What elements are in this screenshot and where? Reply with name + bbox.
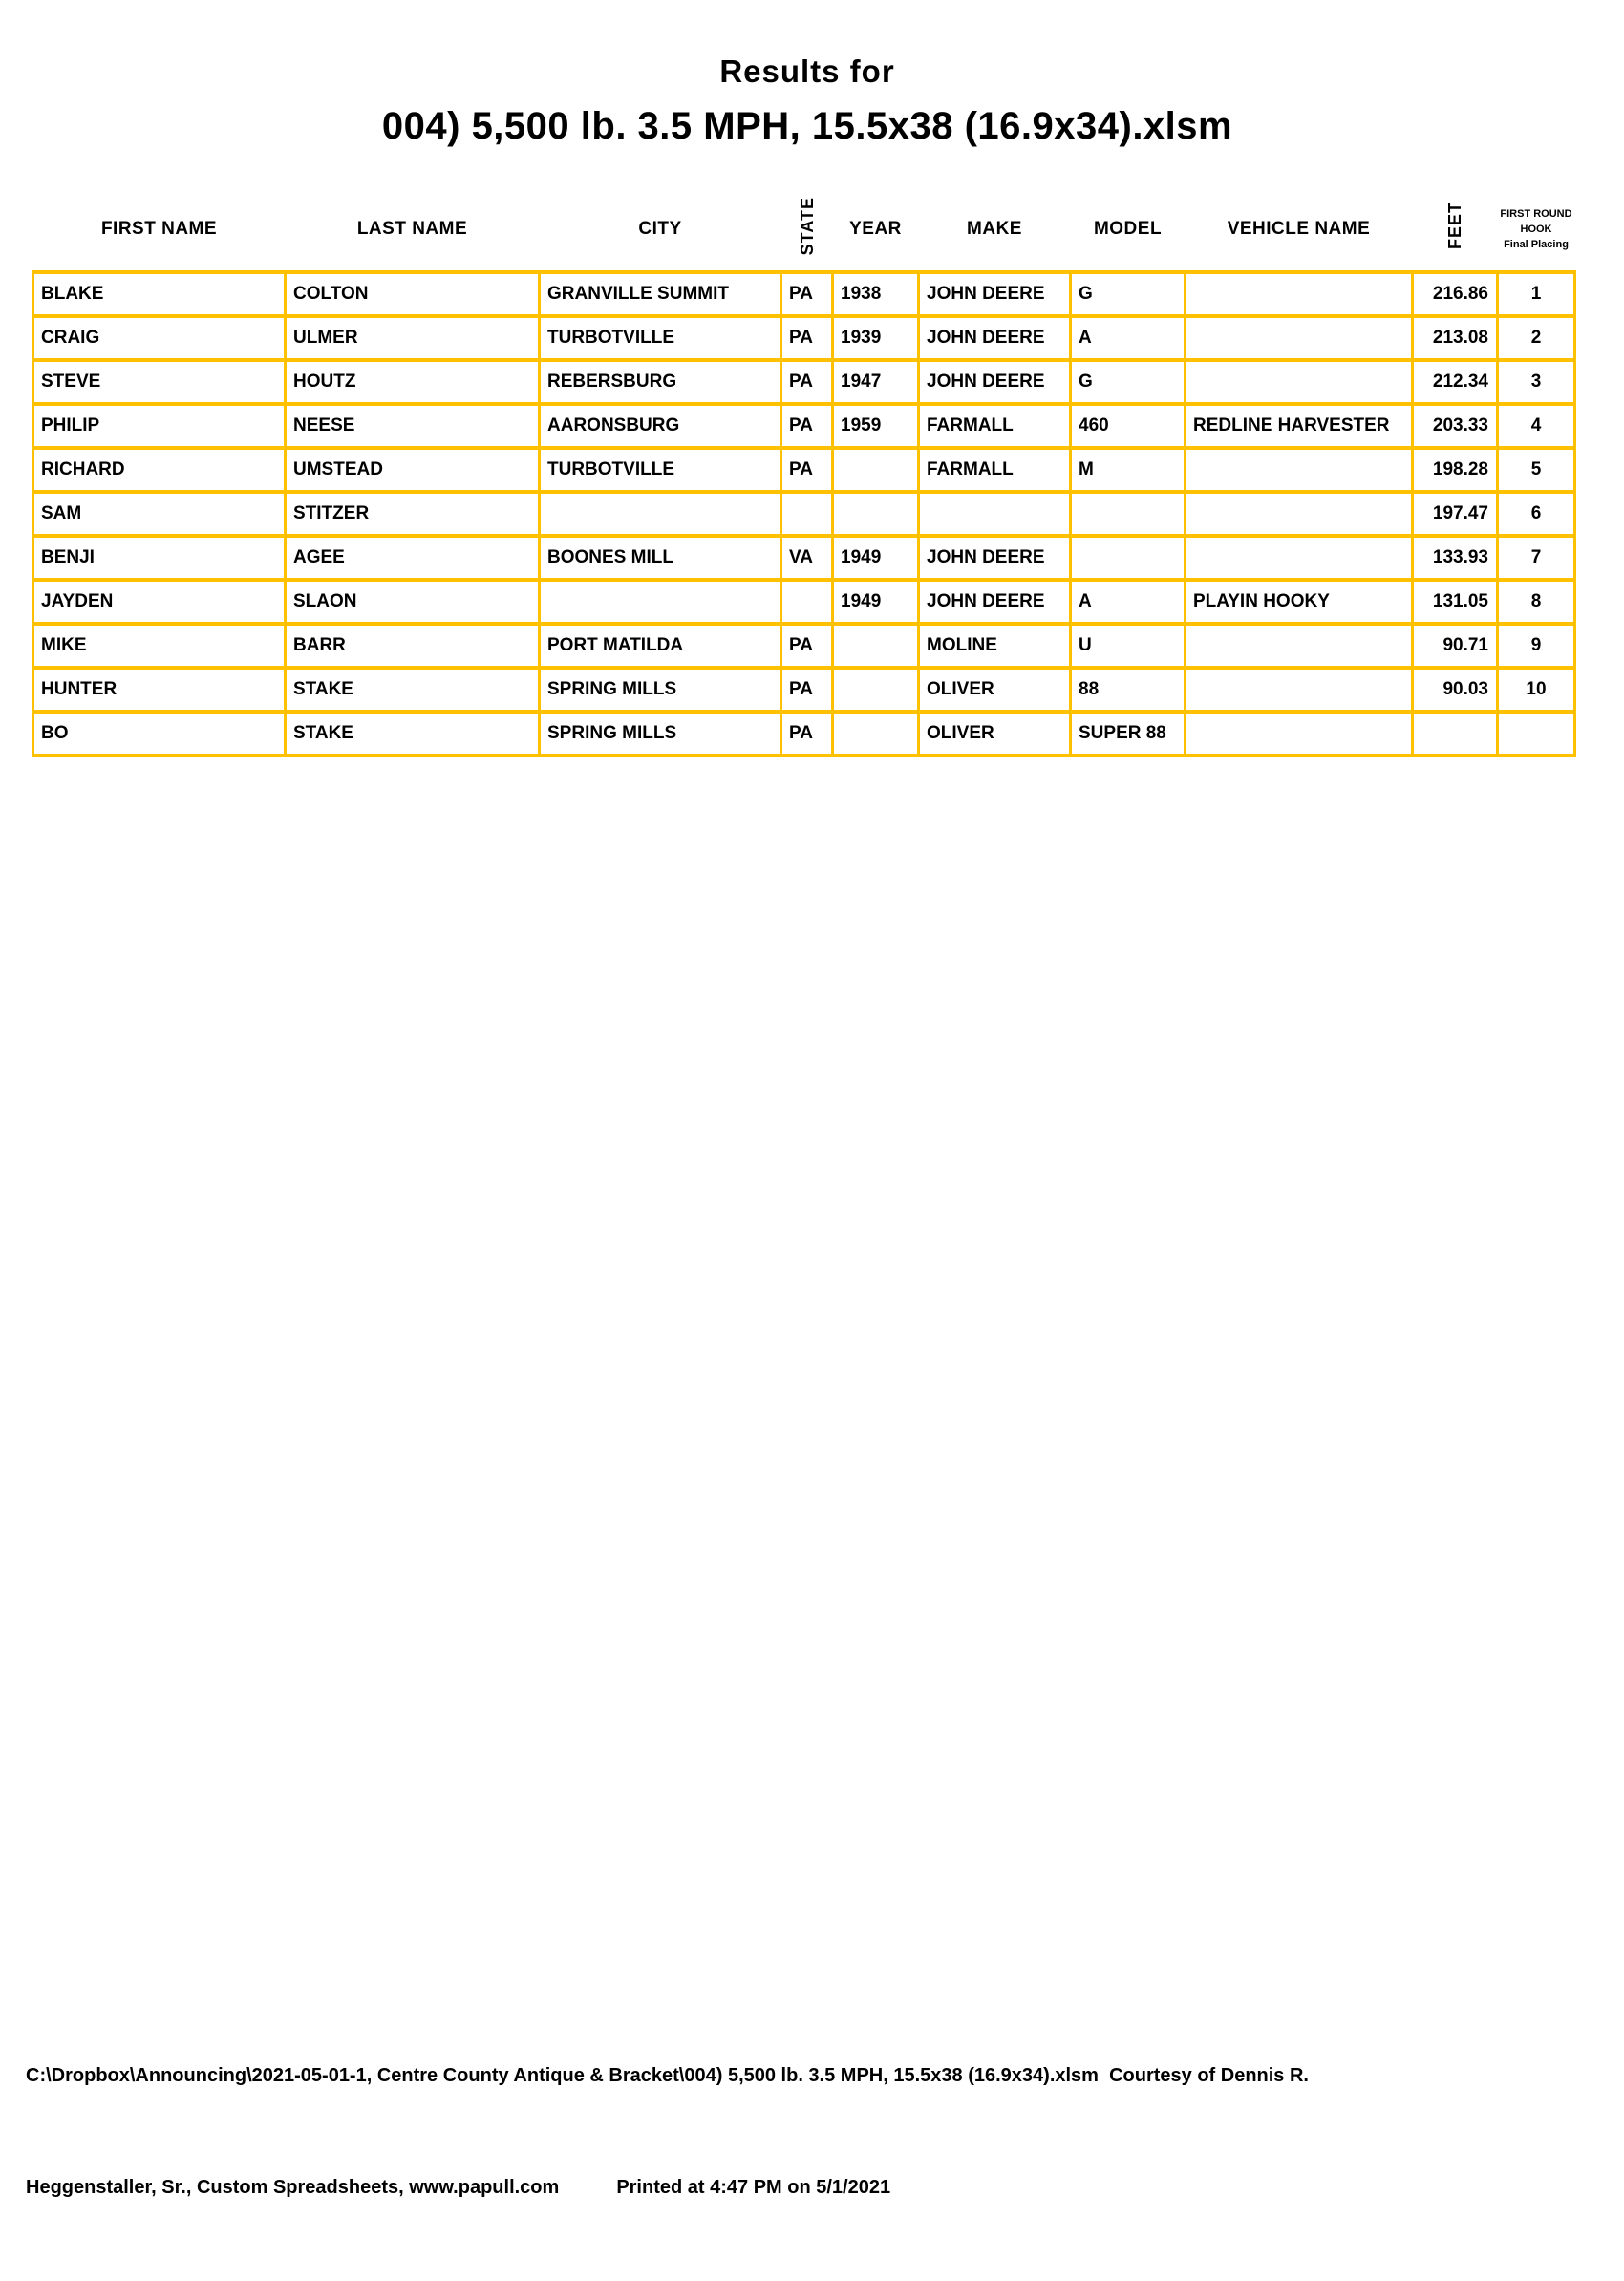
page-footer bbox=[26, 1983, 1592, 2281]
cell-first-name: HUNTER bbox=[33, 668, 286, 712]
table-row bbox=[33, 492, 1575, 536]
cell-state: PA bbox=[781, 316, 833, 360]
cell-make: JOHN DEERE bbox=[919, 360, 1071, 404]
footer-line2 bbox=[26, 2169, 1592, 2206]
cell-city: BOONES MILL bbox=[540, 536, 781, 580]
table-row bbox=[33, 360, 1575, 404]
col-header-last-name: LAST NAME bbox=[356, 218, 468, 239]
page-title: Results for bbox=[719, 53, 895, 89]
table-row bbox=[33, 272, 1575, 316]
cell-first-name: BENJI bbox=[33, 536, 286, 580]
cell-feet: 90.03 bbox=[1413, 668, 1498, 712]
footer-line2-left: Heggenstaller, Sr., Custom Spreadsheets, www.papull.com bbox=[26, 2177, 560, 2198]
cell-feet: 197.47 bbox=[1413, 492, 1498, 536]
cell-hook-placing: 1 bbox=[1498, 272, 1575, 316]
cell-hook-placing: 6 bbox=[1498, 492, 1575, 536]
cell-feet: 133.93 bbox=[1413, 536, 1498, 580]
cell-model: 460 bbox=[1071, 404, 1186, 448]
cell-make: FARMALL bbox=[919, 404, 1071, 448]
cell-last-name: AGEE bbox=[286, 536, 540, 580]
cell-state: PA bbox=[781, 668, 833, 712]
table-row bbox=[33, 580, 1575, 624]
cell-vehicle-name bbox=[1186, 712, 1413, 756]
cell-state bbox=[781, 492, 833, 536]
cell-make: MOLINE bbox=[919, 624, 1071, 668]
cell-make: FARMALL bbox=[919, 448, 1071, 492]
cell-hook-placing: 10 bbox=[1498, 668, 1575, 712]
results-table-body bbox=[33, 272, 1575, 756]
cell-last-name: COLTON bbox=[286, 272, 540, 316]
cell-city: PORT MATILDA bbox=[540, 624, 781, 668]
col-header-state bbox=[781, 187, 833, 272]
cell-last-name: ULMER bbox=[286, 316, 540, 360]
cell-feet: 198.28 bbox=[1413, 448, 1498, 492]
cell-last-name: UMSTEAD bbox=[286, 448, 540, 492]
cell-vehicle-name bbox=[1186, 272, 1413, 316]
cell-vehicle-name bbox=[1186, 536, 1413, 580]
cell-state: PA bbox=[781, 360, 833, 404]
cell-hook-placing: 3 bbox=[1498, 360, 1575, 404]
cell-city: GRANVILLE SUMMIT bbox=[540, 272, 781, 316]
cell-year bbox=[833, 668, 919, 712]
cell-model: G bbox=[1071, 272, 1186, 316]
col-header-make: MAKE bbox=[967, 218, 1022, 239]
table-row bbox=[33, 536, 1575, 580]
cell-vehicle-name bbox=[1186, 448, 1413, 492]
cell-state bbox=[781, 580, 833, 624]
cell-first-name: RICHARD bbox=[33, 448, 286, 492]
cell-vehicle-name bbox=[1186, 492, 1413, 536]
col-header-feet bbox=[1413, 187, 1498, 272]
cell-year bbox=[833, 448, 919, 492]
cell-state: PA bbox=[781, 712, 833, 756]
cell-feet: 216.86 bbox=[1413, 272, 1498, 316]
cell-first-name: PHILIP bbox=[33, 404, 286, 448]
cell-year: 1947 bbox=[833, 360, 919, 404]
cell-state: PA bbox=[781, 272, 833, 316]
col-header-hook-line1: FIRST ROUND bbox=[1500, 207, 1572, 220]
cell-city bbox=[540, 580, 781, 624]
cell-vehicle-name: PLAYIN HOOKY bbox=[1186, 580, 1413, 624]
cell-make: JOHN DEERE bbox=[919, 580, 1071, 624]
cell-state: PA bbox=[781, 624, 833, 668]
cell-year: 1949 bbox=[833, 536, 919, 580]
cell-model: SUPER 88 bbox=[1071, 712, 1186, 756]
cell-make: OLIVER bbox=[919, 712, 1071, 756]
cell-make: JOHN DEERE bbox=[919, 272, 1071, 316]
cell-feet: 203.33 bbox=[1413, 404, 1498, 448]
cell-model bbox=[1071, 536, 1186, 580]
cell-hook-placing: 9 bbox=[1498, 624, 1575, 668]
col-header-first-name: FIRST NAME bbox=[100, 218, 218, 239]
cell-model: M bbox=[1071, 448, 1186, 492]
cell-city: AARONSBURG bbox=[540, 404, 781, 448]
cell-first-name: SAM bbox=[33, 492, 286, 536]
cell-last-name: NEESE bbox=[286, 404, 540, 448]
cell-feet: 131.05 bbox=[1413, 580, 1498, 624]
cell-make: JOHN DEERE bbox=[919, 536, 1071, 580]
cell-model: U bbox=[1071, 624, 1186, 668]
cell-last-name: STITZER bbox=[286, 492, 540, 536]
cell-vehicle-name bbox=[1186, 360, 1413, 404]
col-header-model: MODEL bbox=[1093, 218, 1163, 239]
cell-make: JOHN DEERE bbox=[919, 316, 1071, 360]
cell-vehicle-name: REDLINE HARVESTER bbox=[1186, 404, 1413, 448]
cell-last-name: BARR bbox=[286, 624, 540, 668]
col-header-vehicle-name: VEHICLE NAME bbox=[1227, 218, 1371, 239]
cell-model bbox=[1071, 492, 1186, 536]
table-row bbox=[33, 316, 1575, 360]
header-row bbox=[33, 187, 1575, 272]
col-header-year: YEAR bbox=[849, 218, 902, 239]
cell-hook-placing: 7 bbox=[1498, 536, 1575, 580]
cell-model: A bbox=[1071, 580, 1186, 624]
cell-vehicle-name bbox=[1186, 668, 1413, 712]
table-row bbox=[33, 404, 1575, 448]
col-header-hook-line2: HOOK bbox=[1520, 223, 1552, 235]
cell-vehicle-name bbox=[1186, 624, 1413, 668]
footer-printed-timestamp: Printed at 4:47 PM on 5/1/2021 bbox=[616, 2177, 891, 2198]
cell-city: REBERSBURG bbox=[540, 360, 781, 404]
cell-feet: 212.34 bbox=[1413, 360, 1498, 404]
cell-vehicle-name bbox=[1186, 316, 1413, 360]
col-header-city: CITY bbox=[638, 218, 682, 239]
cell-year: 1938 bbox=[833, 272, 919, 316]
cell-last-name: SLAON bbox=[286, 580, 540, 624]
cell-hook-placing: 5 bbox=[1498, 448, 1575, 492]
cell-feet bbox=[1413, 712, 1498, 756]
cell-city: TURBOTVILLE bbox=[540, 448, 781, 492]
cell-first-name: MIKE bbox=[33, 624, 286, 668]
cell-first-name: JAYDEN bbox=[33, 580, 286, 624]
cell-state: PA bbox=[781, 404, 833, 448]
cell-state: VA bbox=[781, 536, 833, 580]
cell-last-name: STAKE bbox=[286, 712, 540, 756]
col-header-hook bbox=[1498, 187, 1575, 272]
cell-year: 1949 bbox=[833, 580, 919, 624]
cell-hook-placing: 4 bbox=[1498, 404, 1575, 448]
cell-hook-placing bbox=[1498, 712, 1575, 756]
cell-model: G bbox=[1071, 360, 1186, 404]
cell-hook-placing: 2 bbox=[1498, 316, 1575, 360]
cell-last-name: STAKE bbox=[286, 668, 540, 712]
cell-city: TURBOTVILLE bbox=[540, 316, 781, 360]
cell-first-name: BO bbox=[33, 712, 286, 756]
page-subtitle-filename: 004) 5,500 lb. 3.5 MPH, 15.5x38 (16.9x34).xlsm bbox=[381, 105, 1233, 147]
cell-year bbox=[833, 712, 919, 756]
table-row bbox=[33, 448, 1575, 492]
cell-model: A bbox=[1071, 316, 1186, 360]
cell-make: OLIVER bbox=[919, 668, 1071, 712]
results-table bbox=[32, 187, 1576, 757]
cell-city: SPRING MILLS bbox=[540, 712, 781, 756]
cell-first-name: CRAIG bbox=[33, 316, 286, 360]
cell-year: 1959 bbox=[833, 404, 919, 448]
cell-city: SPRING MILLS bbox=[540, 668, 781, 712]
cell-city bbox=[540, 492, 781, 536]
cell-state: PA bbox=[781, 448, 833, 492]
table-row bbox=[33, 668, 1575, 712]
cell-hook-placing: 8 bbox=[1498, 580, 1575, 624]
cell-year bbox=[833, 492, 919, 536]
cell-make bbox=[919, 492, 1071, 536]
col-header-state-label: STATE bbox=[797, 196, 817, 256]
cell-year: 1939 bbox=[833, 316, 919, 360]
cell-first-name: STEVE bbox=[33, 360, 286, 404]
cell-feet: 90.71 bbox=[1413, 624, 1498, 668]
table-row bbox=[33, 712, 1575, 756]
cell-model: 88 bbox=[1071, 668, 1186, 712]
cell-first-name: BLAKE bbox=[33, 272, 286, 316]
col-header-feet-label: FEET bbox=[1445, 202, 1464, 250]
cell-feet: 213.08 bbox=[1413, 316, 1498, 360]
title-block bbox=[0, 53, 1614, 148]
cell-last-name: HOUTZ bbox=[286, 360, 540, 404]
footer-line1: C:\Dropbox\Announcing\2021-05-01-1, Centre County Antique & Bracket\004) 5,500 lb. 3.5 MPH, 15.5x38 (16.9x34).xlsm Courtesy of Dennis R. bbox=[26, 2065, 1309, 2086]
cell-year bbox=[833, 624, 919, 668]
table-row bbox=[33, 624, 1575, 668]
results-table-header bbox=[33, 187, 1575, 272]
col-header-hook-line3: Final Placing bbox=[1504, 238, 1569, 250]
